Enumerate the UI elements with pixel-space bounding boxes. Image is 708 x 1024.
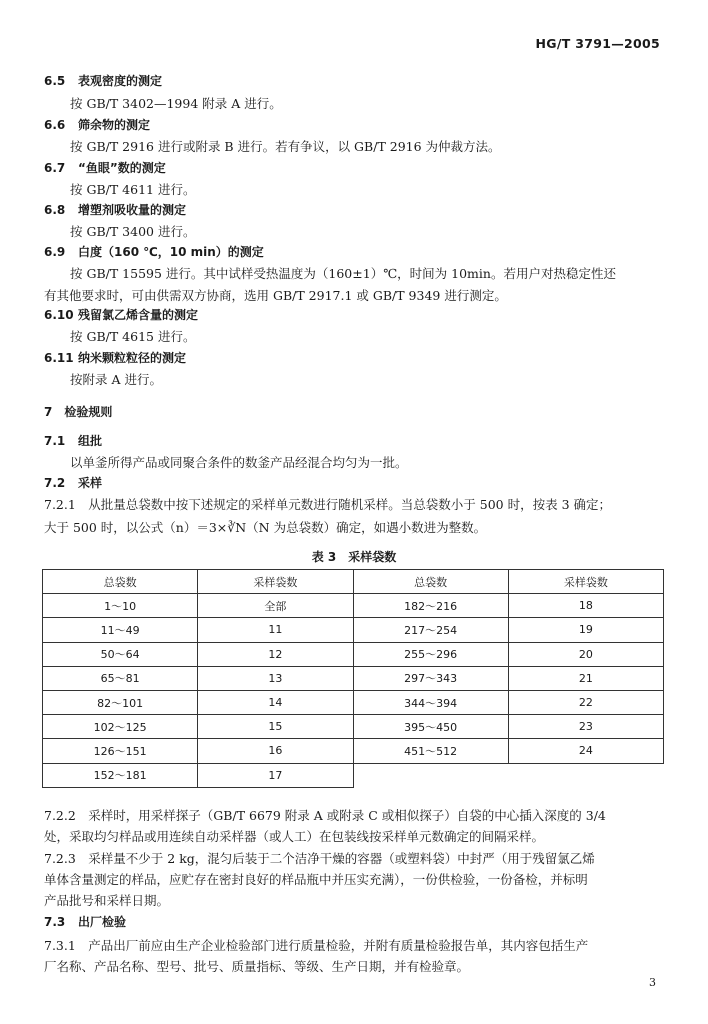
section-6-8-text: 按 GB/T 3400 进行。: [70, 224, 196, 239]
table-cell: 102～125: [43, 715, 198, 739]
table-header-row: [43, 570, 664, 594]
section-7-1-heading: [44, 432, 102, 449]
table-cell: [353, 763, 508, 787]
table-row: [43, 715, 664, 739]
section-title: 组批: [78, 434, 103, 448]
section-7-2-1-text-cont: 大于 500 时，以公式（n）＝3×∛N（N 为总袋数）确定，如遇小数进为整数。: [44, 520, 487, 535]
table-cell: 19: [508, 618, 663, 642]
section-title: 采样: [78, 476, 103, 490]
table-cell: 17: [198, 763, 353, 787]
section-title: 筛余物的测定: [78, 118, 151, 132]
section-6-6-text: 按 GB/T 2916 进行或附录 B 进行。若有争议，以 GB/T 2916 为仲裁方法。: [70, 139, 501, 154]
section-7-2-heading: [44, 474, 102, 491]
standard-code: HG/T 3791—2005: [535, 36, 660, 51]
table-cell: 22: [508, 690, 663, 714]
section-title: “鱼眼”数的测定: [78, 161, 166, 175]
table-header-cell: 总袋数: [353, 570, 508, 594]
table-row: [43, 666, 664, 690]
table-cell: 344～394: [353, 690, 508, 714]
sampling-table: [42, 569, 664, 788]
section-number: 6.6: [44, 118, 66, 132]
section-6-9-text: 按 GB/T 15595 进行。其中试样受热温度为（160±1）℃，时间为 10min。若用户对热稳定性还: [70, 266, 616, 281]
table-cell: 126～151: [43, 739, 198, 763]
table-cell: 全部: [198, 594, 353, 618]
section-title: 白度（160 ℃，10 min）的测定: [78, 245, 264, 259]
table-row: [43, 618, 664, 642]
section-7-2-3-text-cont2: 产品批号和采样日期。: [44, 893, 170, 908]
table-cell: [508, 763, 663, 787]
table-cell: 152～181: [43, 763, 198, 787]
table-header-cell: 总袋数: [43, 570, 198, 594]
table-cell: 21: [508, 666, 663, 690]
table-cell: 24: [508, 739, 663, 763]
table-cell: 12: [198, 642, 353, 666]
section-6-9-heading: [44, 243, 264, 260]
table-cell: 11～49: [43, 618, 198, 642]
table-row: [43, 739, 664, 763]
section-7-1-text: 以单釜所得产品或同聚合条件的数釜产品经混合均匀为一批。: [70, 455, 408, 470]
table-cell: 14: [198, 690, 353, 714]
section-6-5-heading: [44, 72, 162, 89]
section-6-7-text: 按 GB/T 4611 进行。: [70, 182, 196, 197]
section-7-2-3-text-cont: 单体含量测定的样品，应贮存在密封良好的样品瓶中并压实充满），一份供检验，一份备检，并标明: [44, 872, 588, 887]
table-cell: 395～450: [353, 715, 508, 739]
section-6-11-heading: [44, 349, 186, 366]
section-number: 7.3: [44, 915, 66, 929]
section-number: 6.10: [44, 308, 74, 322]
section-title: 表观密度的测定: [78, 74, 163, 88]
table-cell: 13: [198, 666, 353, 690]
table-cell: 18: [508, 594, 663, 618]
section-number: 6.11: [44, 351, 74, 365]
table-cell: 451～512: [353, 739, 508, 763]
section-title: 出厂检验: [78, 915, 127, 929]
table-cell: 297～343: [353, 666, 508, 690]
section-7-3-1-text: 7.3.1 产品出厂前应由生产企业检验部门进行质量检验，并附有质量检验报告单，其内容包括生产: [44, 938, 589, 953]
section-6-7-heading: [44, 159, 166, 176]
table-caption: 表 3 采样袋数: [311, 550, 397, 564]
section-number: 6.8: [44, 203, 66, 217]
table-row: [43, 642, 664, 666]
section-number: 6.7: [44, 161, 66, 175]
section-title: 纳米颗粒粒径的测定: [78, 351, 187, 365]
table-cell: 16: [198, 739, 353, 763]
section-number: 7.1: [44, 434, 66, 448]
section-title: 增塑剂吸收量的测定: [78, 203, 187, 217]
table-row: [43, 690, 664, 714]
table-cell: 23: [508, 715, 663, 739]
table-header-cell: 采样袋数: [508, 570, 663, 594]
section-title: 残留氯乙烯含量的测定: [78, 308, 199, 322]
page-number: 3: [649, 976, 656, 989]
table-cell: 182～216: [353, 594, 508, 618]
chapter-7-heading: 7 检验规则: [44, 405, 113, 419]
section-6-11-text: 按附录 A 进行。: [70, 372, 162, 387]
table-cell: 65～81: [43, 666, 198, 690]
section-number: 6.5: [44, 74, 66, 88]
table-cell: 20: [508, 642, 663, 666]
section-6-10-text: 按 GB/T 4615 进行。: [70, 329, 196, 344]
section-number: 7.2: [44, 476, 66, 490]
table-row: [43, 763, 664, 787]
table-cell: 15: [198, 715, 353, 739]
table-cell: 1～10: [43, 594, 198, 618]
table-cell: 255～296: [353, 642, 508, 666]
table-cell: 82～101: [43, 690, 198, 714]
section-7-2-2-text: 7.2.2 采样时，用采样探子（GB/T 6679 附录 A 或附录 C 或相似探子）自袋的中心插入深度的 3/4: [44, 808, 606, 823]
section-6-9-text-cont: 有其他要求时，可由供需双方协商，选用 GB/T 2917.1 或 GB/T 9349 进行测定。: [44, 288, 507, 303]
section-7-2-1-text: 7.2.1 从批量总袋数中按下述规定的采样单元数进行随机采样。当总袋数小于 500 时，按表 3 确定；: [44, 497, 612, 512]
table-cell: 217～254: [353, 618, 508, 642]
section-7-3-heading: [44, 913, 126, 930]
section-number: 6.9: [44, 245, 66, 259]
table-row: [43, 594, 664, 618]
table-header-cell: 采样袋数: [198, 570, 353, 594]
table-cell: 11: [198, 618, 353, 642]
section-7-3-1-text-cont: 厂名称、产品名称、型号、批号、质量指标、等级、生产日期，并有检验章。: [44, 959, 470, 974]
table-cell: 50～64: [43, 642, 198, 666]
section-6-6-heading: [44, 116, 150, 133]
section-7-2-3-text: 7.2.3 采样量不少于 2 kg，混匀后装于二个洁净干燥的容器（或塑料袋）中封严（用于残留氯乙烯: [44, 851, 595, 866]
section-6-8-heading: [44, 201, 186, 218]
section-6-10-heading: [44, 306, 198, 323]
section-7-2-2-text-cont: 处，采取均匀样品或用连续自动采样器（或人工）在包装线按采样单元数确定的间隔采样。: [44, 829, 545, 844]
section-6-5-text: 按 GB/T 3402—1994 附录 A 进行。: [70, 96, 282, 111]
